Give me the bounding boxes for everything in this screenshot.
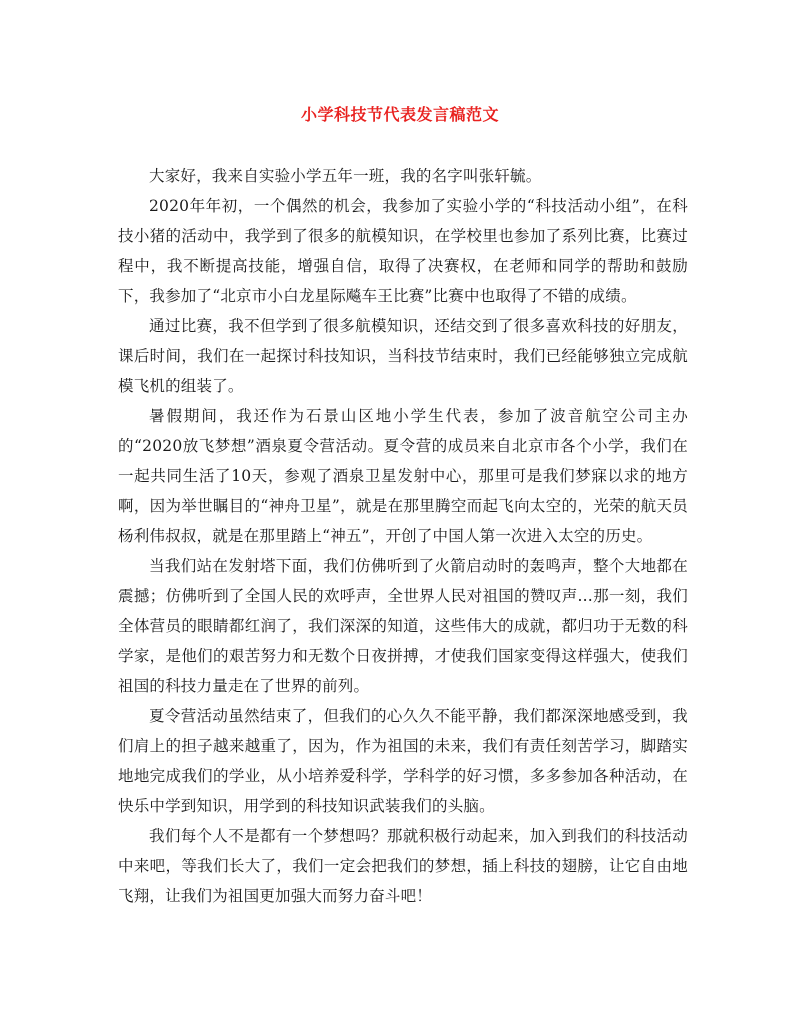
paragraph-summer-camp: 暑假期间，我还作为石景山区地小学生代表，参加了波音航空公司主办的“2020放飞梦想”酒泉夏令营活动。夏令营的成员来自北京市各个小学，我们在一起共同生活了10天，参观了酒泉卫星发射中心，那里可是我们梦寐以求的地方啊，因为举世瞩目的“神舟卫星”，就是在那里腾空而起飞向太空的，光荣的航天员杨利伟叔叔，就是在那里踏上“神五”，开创了中国人第一次进入太空的历史。 [118, 407, 688, 545]
document-body [118, 161, 688, 911]
paragraph-science-group: 2020年年初，一个偶然的机会，我参加了实验小学的“科技活动小组”，在科技小猪的活动中，我学到了很多的航模知识，在学校里也参加了系列比赛，比赛过程中，我不断提高技能，增强自信，取得了决赛权，在老师和同学的帮助和鼓励下，我参加了“北京市小白龙星际飚车王比赛”比赛中也取得了不错的成绩。 [118, 197, 688, 305]
paragraph-responsibility: 夏令营活动虽然结束了，但我们的心久久不能平静，我们都深深地感受到，我们肩上的担子越来越重了，因为，作为祖国的未来，我们有责任刻苦学习，脚踏实地地完成我们的学业，从小培养爱科学，学科学的好习惯，多多参加各种活动，在快乐中学到知识，用学到的科技知识武装我们的头脑。 [118, 707, 688, 815]
paragraph-launch-tower: 当我们站在发射塔下面，我们仿佛听到了火箭启动时的轰鸣声，整个大地都在震撼；仿佛听到了全国人民的欢呼声，全世界人民对祖国的赞叹声...那一刻，我们全体营员的眼睛都红润了，我们深深的知道，这些伟大的成就，都归功于无数的科学家，是他们的艰苦努力和无数个日夜拼搏，才使我们国家变得这样强大，使我们祖国的科技力量走在了世界的前列。 [118, 557, 688, 695]
paragraph-competition: 通过比赛，我不但学到了很多航模知识，还结交到了很多喜欢科技的好朋友，课后时间，我们在一起探讨科技知识，当科技节结束时，我们已经能够独立完成航模飞机的组装了。 [118, 317, 688, 395]
paragraph-closing: 我们每个人不是都有一个梦想吗？那就积极行动起来，加入到我们的科技活动中来吧，等我们长大了，我们一定会把我们的梦想，插上科技的翅膀，让它自由地飞翔，让我们为祖国更加强大而努力奋斗吧！ [118, 827, 688, 905]
paragraph-greeting: 大家好，我来自实验小学五年一班，我的名字叫张轩毓。 [149, 167, 542, 185]
document-title: 小学科技节代表发言稿范文 [300, 105, 499, 124]
